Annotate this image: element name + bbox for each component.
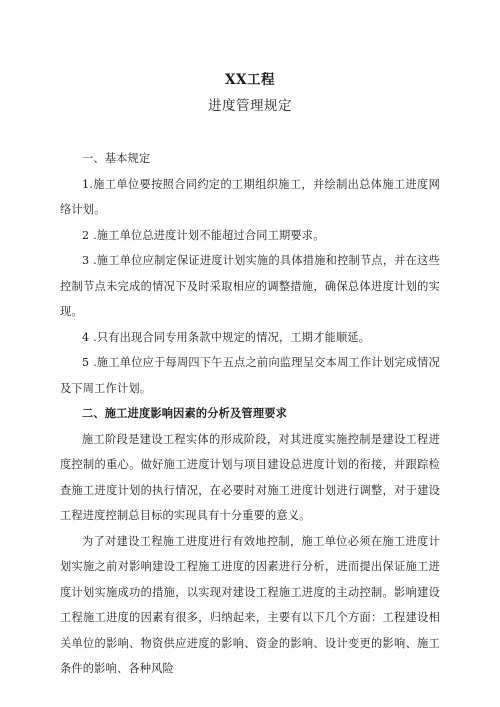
rule-item-4: 4 .只有出现合同专用条款中规定的情况，工期才能顺延。	[82, 330, 371, 344]
rule-item-1: 1.施工单位要按照合同约定的工期组织施工，并绘制出总体施工进度网络计划。	[60, 177, 440, 216]
document-body	[60, 146, 440, 682]
body-paragraph: 施工阶段是建设工程实体的形成阶段，对其进度实施控制是建设工程进度控制的重心。做好施工进度计划与项目建设总进度计划的衔接，并跟踪检查施工进度计划的执行情况，在必要时对施工进度计划进行调整，对于建设工程进度控制总目标的实现具有十分重要的意义。	[60, 432, 440, 522]
rule-item-5: 5 .施工单位应于每周四下午五点之前向监理呈交本周工作计划完成情况及下周工作计划。	[60, 356, 440, 395]
section-heading-factors: 二、施工进度影响因素的分析及管理要求	[82, 406, 287, 420]
document-title: XX工程	[225, 72, 275, 88]
rule-item-2: 2 .施工单位总进度计划不能超过合同工期要求。	[82, 228, 325, 242]
rule-item-3: 3 .施工单位应制定保证进度计划实施的具体措施和控制节点，并在这些控制节点未完成的情况下及时采取相应的调整措施，确保总体进度计划的实现。	[60, 254, 440, 318]
document-subtitle: 进度管理规定	[208, 98, 292, 114]
body-paragraph: 为了对建设工程施工进度进行有效地控制，施工单位必须在施工进度计划实施之前对影响建设工程施工进度的因素进行分析，进而提出保证施工进度计划实施成功的措施，以实现对建设工程施工进度的主动控制。影响建设工程施工进度的因素有很多，归纳起来，主要有以下几个方面：工程建设相关单位的影响、物资供应进度的影响、资金的影响、设计变更的影响、施工条件的影响、各种风险	[60, 534, 440, 675]
section-heading-basic: 一、基本规定	[82, 152, 151, 165]
